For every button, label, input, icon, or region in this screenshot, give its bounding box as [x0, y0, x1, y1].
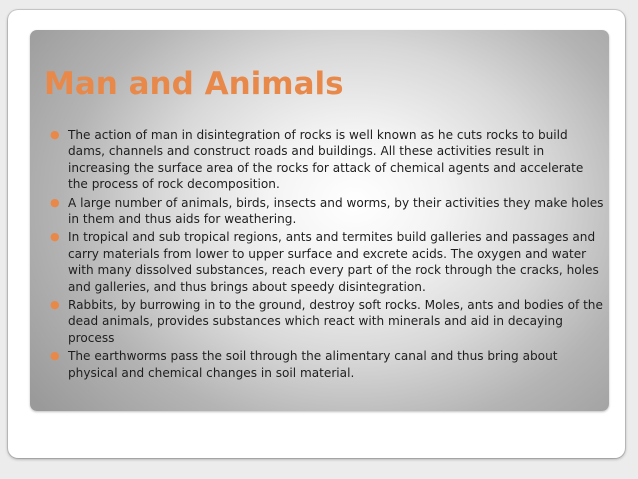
- bullet-item: [50, 348, 605, 381]
- bullet-list: [50, 127, 605, 383]
- bullet-text: In tropical and sub tropical regions, ants and termites build galleries and passages and carry materials from lower to upper surface and excrete acids. The oxygen and water with many dissolved substances, reach every part of the rock through the cracks, holes and galleries, and thus brings about speedy disintegration.: [68, 230, 599, 294]
- bullet-item: [50, 297, 605, 346]
- bullet-text: A large number of animals, birds, insects and worms, by their activities they make holes in them and thus aids for weathering.: [68, 195, 604, 227]
- bullet-text: The earthworms pass the soil through the alimentary canal and thus bring about physical and chemical changes in soil material.: [68, 349, 558, 380]
- circle-bullet-icon: ●: [50, 230, 60, 244]
- bullet-item: [50, 195, 605, 228]
- circle-bullet-icon: ●: [50, 195, 60, 209]
- circle-bullet-icon: ●: [50, 349, 60, 363]
- circle-bullet-icon: ●: [50, 128, 60, 141]
- bullet-text: The action of man in disintegration of rocks is well known as he cuts rocks to build dams, channels and construct roads and buildings. All these activities result in increasing the surface area of the rocks for attack of chemical agents and accelerate the process of rock decomposition.: [68, 128, 584, 192]
- bullet-item: [50, 229, 605, 295]
- bullet-item: [50, 127, 605, 193]
- slide-title: Man and Animals: [44, 66, 344, 102]
- bullet-text: Rabbits, by burrowing in to the ground, destroy soft rocks. Moles, ants and bodies of the dead animals, provides substances which react with minerals and aid in decaying process: [68, 298, 603, 345]
- circle-bullet-icon: ●: [50, 298, 60, 312]
